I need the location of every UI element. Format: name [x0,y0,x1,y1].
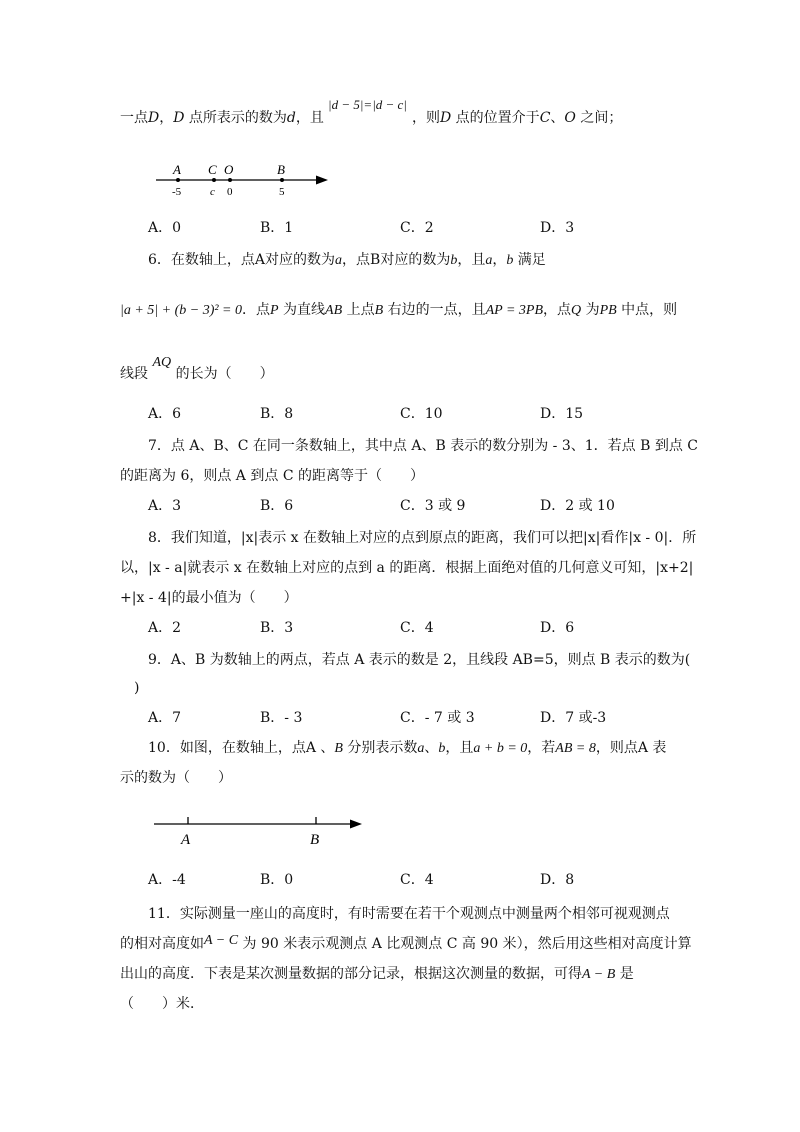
q5-text: ，则 [412,110,440,126]
q10-text: ，若 [527,740,556,756]
label-b: B [310,832,320,848]
value-o: 0 [227,186,233,198]
q5-text: 点的位置介于 [451,110,540,126]
q5-text: 、 [550,110,565,126]
label-o: O [224,162,234,177]
q10-option-a: A．-4 [148,872,186,888]
q6-text: 线段 [120,366,148,382]
axis-arrow-icon [350,820,362,829]
q11-line2 [120,934,692,955]
label-a: A [173,162,181,177]
q6-var: AQ [152,355,172,370]
point-a [176,178,180,182]
q7-option-b: B．6 [260,498,294,514]
q6-option-c: C．10 [400,406,443,422]
q9-option-b: B．- 3 [260,710,303,726]
q10-option-b: B．0 [260,872,294,888]
q5-line1-tail [412,108,622,128]
q5-var: D [148,110,160,126]
point-c [212,178,216,182]
q5-formula: |d − 5|=|d − c| [328,97,407,112]
q10-option-c: C．4 [400,872,434,888]
q5-var: D [173,110,185,126]
q11-line4: （ ）米． [120,996,204,1012]
q5-text: 一点 [120,110,148,126]
q6-text: 满足 [513,252,546,268]
q5-text: ，且 [295,110,324,126]
q10-text: ，则点A 表 [595,740,667,756]
q11-formula: A − B [582,967,616,982]
q11-text: 出山的高度．下表是某次测量数据的部分记录，根据这次测量的数据，可得 [120,966,582,982]
q5-var: d [286,110,296,126]
q8-option-d: D．6 [540,620,575,636]
q8-option-c: C．4 [400,620,434,636]
q8-line1: 8．我们知道，|x|表示 x 在数轴上对应的点到原点的距离，我们可以把|x|看作|x - 0|．所 [148,530,697,546]
q10-text: 分别表示数 [342,740,418,756]
q6-var: Q [571,303,582,318]
label-c: C [208,162,217,177]
q10-var: b [438,741,446,756]
q6-var: a [335,253,343,268]
q6-text: 中点，则 [616,302,678,318]
q5-option-c: C．2 [400,220,434,236]
q5-option-b: B．1 [260,220,294,236]
q7-option-a: A．3 [148,498,182,514]
q10-formula: AB = 8 [555,741,596,756]
q10-var: B [334,741,343,756]
q7-option-d: D．2 或 10 [540,498,615,514]
q8-line2: 以，|x - a|就表示 x 在数轴上对应的点到 a 的距离．根据上面绝对值的几何意义可知，|x+2| [120,560,694,576]
q6-formula: |a + 5| + (b − 3)² = 0 [120,303,243,318]
q10-option-d: D．8 [540,872,575,888]
q6-text: ，且 [457,252,486,268]
q10-var: a [417,741,425,756]
q6-var: B [374,303,384,318]
q6-text: ， [492,252,507,268]
q10-text: 10．如图，在数轴上，点A 、 [148,740,335,756]
q5-var: O [564,110,576,126]
q9-line1: 9．A、B 为数轴上的两点，若点 A 表示的数是 2，且线段 AB=5，则点 B 表示的数为( [148,652,691,668]
q6-var: P [270,303,279,318]
q7-option-c: C．3 或 9 [400,498,466,514]
q10-formula: a + b = 0 [473,741,528,756]
q6-text: ．点 [242,302,271,318]
q6-text: 的长为（ ） [175,366,274,382]
q8-line3: +|x - 4|的最小值为（ ） [120,590,298,606]
q6-line3 [120,355,274,385]
value-a: -5 [172,186,182,198]
q5-number-line [150,158,350,198]
q5-line1 [120,108,324,128]
q11-text: 是 [615,966,634,982]
q6-line1 [148,250,546,271]
point-b [280,178,284,182]
q11-formula: A − C [204,933,239,948]
q9-line2: ) [134,680,140,696]
q10-text: 、 [424,740,439,756]
q8-option-b: B．3 [260,620,294,636]
label-a: A [181,832,191,848]
q6-text: 上点 [342,302,375,318]
q6-text: 为 [581,302,600,318]
q6-formula: AP = 3PB [485,303,544,318]
q10-line2: 示的数为（ ） [120,770,232,786]
q6-line2 [120,300,677,321]
q11-text: 的相对高度如 [120,936,204,952]
q5-text: 点所表示的数为 [184,110,287,126]
q6-var: PB [599,303,617,318]
q5-text: 之间； [575,110,623,126]
q11-text: 为 90 米表示观测点 A 比观测点 C 高 90 米），然后用这些相对高度计算 [238,936,692,952]
q6-var: b [506,253,514,268]
value-c: c [210,186,215,198]
q10-number-line [150,812,380,852]
q9-option-c: C．- 7 或 3 [400,710,475,726]
q9-option-d: D．7 或-3 [540,710,607,726]
q7-line2: 的距离为 6，则点 A 到点 C 的距离等于（ ） [120,468,424,484]
q6-text: 6．在数轴上，点A对应的数为 [148,252,336,268]
q10-line1 [148,738,666,759]
label-b: B [277,162,285,177]
q5-option-d: D．3 [540,220,575,236]
q5-option-a: A．0 [148,220,182,236]
q9-option-a: A．7 [148,710,182,726]
q6-text: ，点 [543,302,572,318]
q11-line3 [120,964,634,985]
q5-var: D [440,110,452,126]
axis-arrow-icon [316,176,328,185]
q7-line1: 7．点 A、B、C 在同一条数轴上，其中点 A、B 表示的数分别为 - 3、1．若点 B 到点 C [148,438,699,454]
q6-var: b [450,253,458,268]
q5-var: C [539,110,551,126]
point-o [228,178,232,182]
q5-text: ， [159,110,174,126]
q6-text: 为直线 [278,302,326,318]
q6-var: AB [325,303,343,318]
q6-option-a: A．6 [148,406,182,422]
q11-line1: 11．实际测量一座山的高度时，有时需要在若干个观测点中测量两个相邻可视观测点 [148,906,670,922]
q6-text: ，点B对应的数为 [342,252,451,268]
q6-option-d: D．15 [540,406,584,422]
q8-option-a: A．2 [148,620,182,636]
q6-option-b: B．8 [260,406,294,422]
q6-text: 右边的一点，且 [383,302,486,318]
value-b: 5 [279,186,285,198]
q10-text: ，且 [445,740,474,756]
q6-var: a [485,253,493,268]
